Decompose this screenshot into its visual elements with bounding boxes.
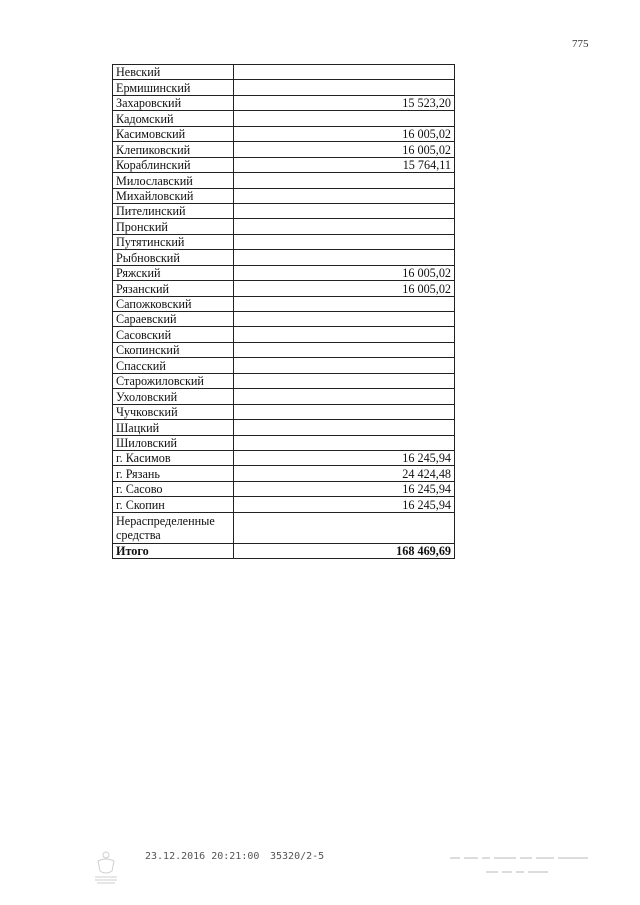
district-name: Ухоловский [113, 389, 234, 404]
budget-table-body [113, 65, 455, 559]
district-name: Нераспределенные средства [113, 512, 234, 543]
table-row [113, 281, 455, 296]
district-name: Спасский [113, 358, 234, 373]
amount-value [234, 373, 455, 388]
amount-value [234, 80, 455, 95]
amount-value [234, 173, 455, 188]
district-name: Кадомский [113, 111, 234, 126]
district-name: г. Касимов [113, 450, 234, 465]
amount-value: 16 005,02 [234, 126, 455, 141]
amount-value [234, 327, 455, 342]
district-name: Касимовский [113, 126, 234, 141]
table-row [113, 466, 455, 481]
amount-value [234, 65, 455, 80]
signature-stamp [446, 850, 596, 884]
emblem-icon [92, 849, 120, 885]
table-row [113, 219, 455, 234]
amount-value [234, 512, 455, 543]
table-row [113, 389, 455, 404]
district-name: Ряжский [113, 265, 234, 280]
district-name: Шацкий [113, 420, 234, 435]
district-name: Шиловский [113, 435, 234, 450]
amount-value [234, 435, 455, 450]
district-name: Пителинский [113, 203, 234, 218]
district-name: Сасовский [113, 327, 234, 342]
table-row [113, 173, 455, 188]
district-name: Чучковский [113, 404, 234, 419]
table-row [113, 435, 455, 450]
amount-value: 16 245,94 [234, 450, 455, 465]
table-row [113, 203, 455, 218]
district-name: Путятинский [113, 234, 234, 249]
amount-value [234, 203, 455, 218]
table-row [113, 142, 455, 157]
table-row [113, 404, 455, 419]
table-row [113, 265, 455, 280]
amount-value: 16 245,94 [234, 481, 455, 496]
amount-value [234, 389, 455, 404]
table-row [113, 234, 455, 249]
district-name: Рыбновский [113, 250, 234, 265]
table-row [113, 312, 455, 327]
table-row [113, 373, 455, 388]
district-name: Кораблинский [113, 157, 234, 172]
amount-value: 16 005,02 [234, 265, 455, 280]
district-name: Ермишинский [113, 80, 234, 95]
amount-value [234, 342, 455, 357]
district-name: г. Рязань [113, 466, 234, 481]
amount-value [234, 312, 455, 327]
amount-value [234, 358, 455, 373]
district-name: Старожиловский [113, 373, 234, 388]
table-row [113, 157, 455, 172]
table-row [113, 250, 455, 265]
footer-date: 23.12.2016 20:21:00 [145, 851, 260, 862]
signature-stamp-marks [446, 850, 596, 880]
total-value: 168 469,69 [234, 543, 455, 558]
amount-value [234, 219, 455, 234]
district-name: Клепиковский [113, 142, 234, 157]
district-name: Пронский [113, 219, 234, 234]
page-number: 775 [572, 38, 589, 50]
total-row [113, 543, 455, 558]
district-name: Скопинский [113, 342, 234, 357]
amount-value: 24 424,48 [234, 466, 455, 481]
table-row [113, 420, 455, 435]
amount-value [234, 296, 455, 311]
district-name: Невский [113, 65, 234, 80]
table-row [113, 512, 455, 543]
amount-value [234, 234, 455, 249]
district-name: г. Сасово [113, 481, 234, 496]
amount-value: 15 764,11 [234, 157, 455, 172]
total-label: Итого [113, 543, 234, 558]
table-row [113, 358, 455, 373]
table-row [113, 188, 455, 203]
table-row [113, 126, 455, 141]
amount-value [234, 420, 455, 435]
amount-value: 16 005,02 [234, 281, 455, 296]
table-row [113, 296, 455, 311]
table-row [113, 497, 455, 512]
district-name: Захаровский [113, 95, 234, 110]
table-row [113, 95, 455, 110]
amount-value [234, 188, 455, 203]
footer-document-code: 35320/2-5 [270, 851, 325, 862]
amount-value: 15 523,20 [234, 95, 455, 110]
amount-value [234, 111, 455, 126]
district-name: г. Скопин [113, 497, 234, 512]
amount-value [234, 404, 455, 419]
table-row [113, 481, 455, 496]
budget-table [112, 64, 455, 559]
table-row [113, 80, 455, 95]
district-name: Михайловский [113, 188, 234, 203]
district-name: Сараевский [113, 312, 234, 327]
table-row [113, 65, 455, 80]
table-row [113, 111, 455, 126]
table-row [113, 342, 455, 357]
amount-value: 16 245,94 [234, 497, 455, 512]
amount-value [234, 250, 455, 265]
amount-value: 16 005,02 [234, 142, 455, 157]
district-name: Милославский [113, 173, 234, 188]
district-name: Сапожковский [113, 296, 234, 311]
table-row [113, 327, 455, 342]
table-row [113, 450, 455, 465]
district-name: Рязанский [113, 281, 234, 296]
